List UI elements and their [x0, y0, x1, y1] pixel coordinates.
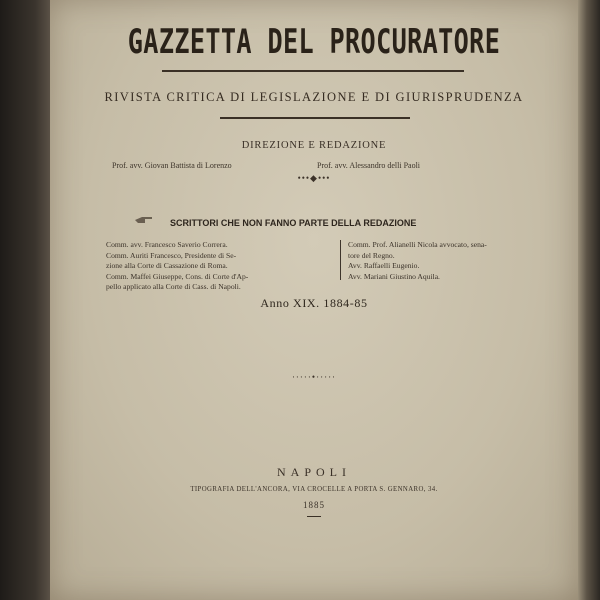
title-page	[50, 0, 578, 600]
list-item: Avv. Mariani Giustino Aquila.	[348, 271, 440, 281]
imprint-year: 1885	[303, 500, 325, 510]
list-item: Comm. Auriti Francesco, Presidente di Se-	[106, 250, 237, 260]
list-item: Avv. Raffaelli Eugenio.	[348, 261, 420, 270]
list-item: Comm. Maffei Giuseppe, Cons. di Corte d'Ap-	[106, 271, 249, 281]
list-item: Comm. avv. Francesco Saverio Correra.	[106, 240, 228, 249]
journal-subtitle: RIVISTA CRITICA DI LEGISLAZIONE E DI GIURISPRUDENZA	[104, 90, 524, 104]
title-rule	[162, 70, 464, 72]
upper-ornament: •••◆•••	[297, 173, 331, 183]
director-right: Prof. avv. Alessandro delli Paoli	[317, 161, 421, 170]
journal-title: GAZZETTA DEL PROCURATORE	[127, 22, 501, 62]
finger-pointer-icon	[134, 214, 154, 226]
year-rule	[307, 516, 321, 517]
scrittori-heading: SCRITTORI CHE NON FANNO PARTE DELLA REDAZIONE	[170, 218, 417, 228]
list-item: Comm. Prof. Alianelli Nicola avvocato, sena-	[348, 240, 487, 249]
lower-ornament: ·····•·····	[291, 372, 337, 382]
list-item: zione alla Corte di Cassazione di Roma.	[106, 261, 228, 270]
subtitle-rule	[220, 117, 410, 119]
anno-label: Anno XIX. 1884-85	[260, 296, 368, 310]
scrittori-right-list	[348, 240, 487, 282]
book-spine	[0, 0, 50, 600]
direzione-heading: DIREZIONE E REDAZIONE	[241, 140, 387, 151]
scrittori-left-list	[106, 240, 248, 293]
list-item: pello applicato alla Corte di Cass. di Napoli.	[106, 282, 241, 291]
page-edge	[578, 0, 600, 600]
imprint-press: TIPOGRAFIA DELL'ANCORA, VIA CROCELLE A PORTA S. GENNARO, 34.	[190, 486, 438, 493]
director-left: Prof. avv. Giovan Battista di Lorenzo	[112, 161, 232, 170]
list-item: tore del Regno.	[348, 250, 395, 260]
imprint-city: NAPOLI	[277, 465, 351, 479]
column-divider	[340, 240, 341, 280]
